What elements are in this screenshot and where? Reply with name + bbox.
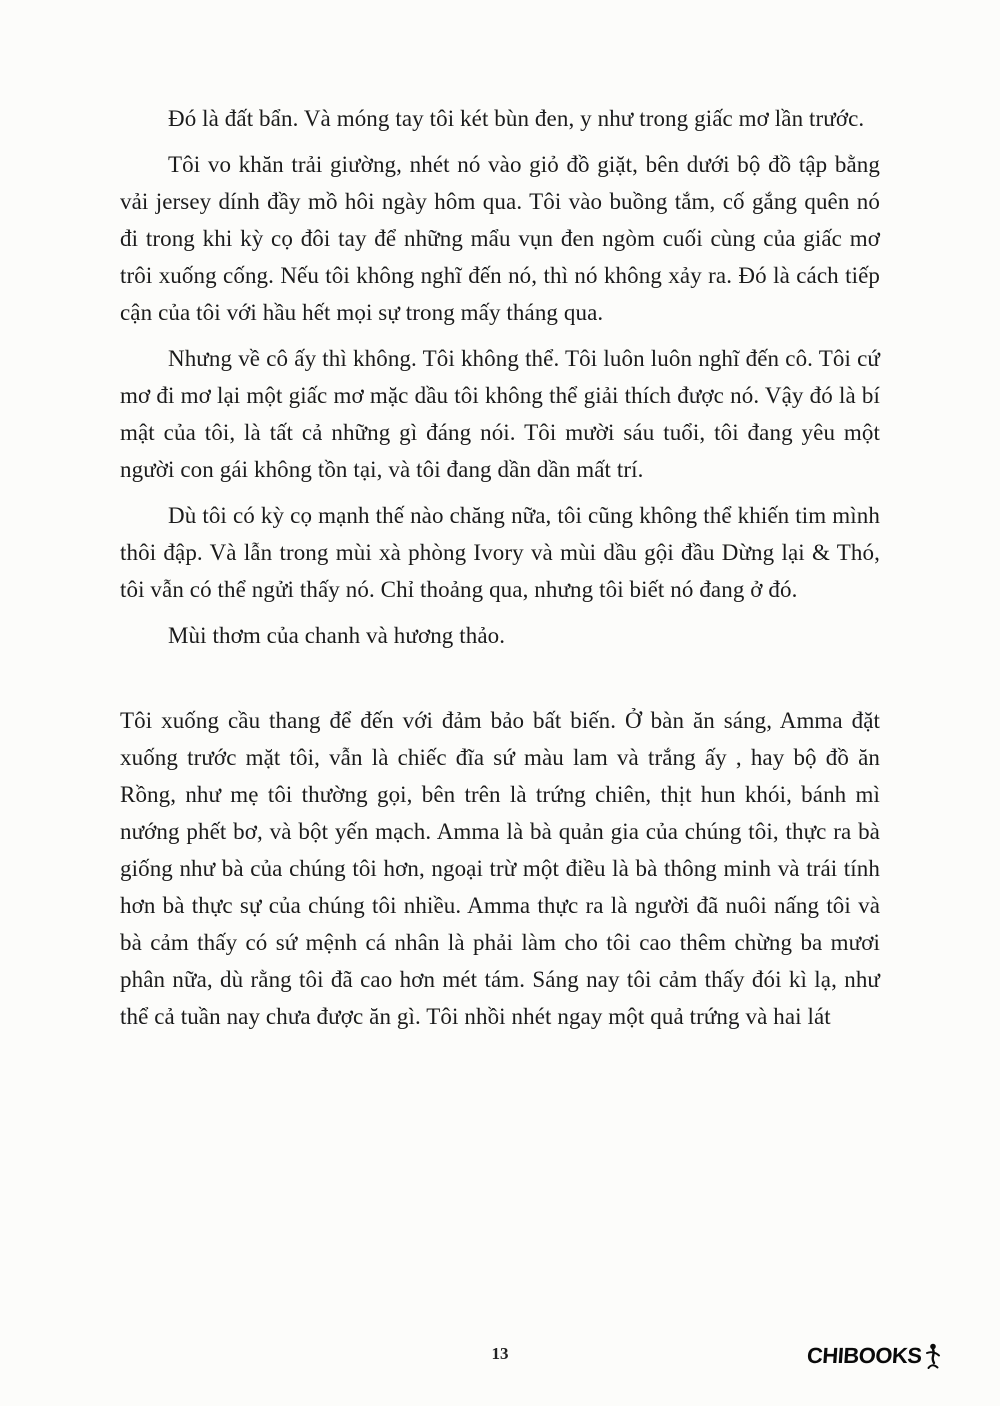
paragraph-6-section-start: Tôi xuống cầu thang để đến với đảm bảo bất biến. Ở bàn ăn sáng, Amma đặt xuống trước mặt tôi, vẫn là chiếc đĩa sứ màu lam và trắng ấy , hay bộ đồ ăn Rồng, như mẹ tôi thường gọi, bên trên là trứng chiên, thịt hun khói, bánh mì nướng phết bơ, và bột yến mạch. Amma là bà quản gia của chúng tôi, thực ra bà giống như bà của chúng tôi hơn, ngoại trừ một điều là bà thông minh và trái tính hơn bà thực sự của chúng tôi nhiều. Amma thực ra là người đã nuôi nấng tôi và bà cảm thấy có sứ mệnh cá nhân là phải làm cho tôi cao thêm chừng ba mươi phân nữa, dù rằng tôi đã cao hơn mét tám. Sáng nay tôi cảm thấy đói kì lạ, như thể cả tuần nay chưa được ăn gì. Tôi nhồi nhét ngay một quả trứng và hai lát (120, 708, 880, 1029)
page-footer (0, 1332, 1000, 1372)
paragraph-2: Tôi vo khăn trải giường, nhét nó vào giỏ đồ giặt, bên dưới bộ đồ tập bằng vải jersey dính đầy mồ hôi ngày hôm qua. Tôi vào buồng tắm, cố gắng quên nó đi trong khi kỳ cọ đôi tay để những mẩu vụn đen ngòm cuối cùng của giấc mơ trôi xuống cống. Nếu tôi không nghĩ đến nó, thì nó không xảy ra. Đó là cách tiếp cận của tôi với hầu hết mọi sự trong mấy tháng qua. (120, 152, 880, 325)
publisher-logo (807, 1342, 942, 1370)
paragraph-1: Đó là đất bẩn. Và móng tay tôi két bùn đen, y như trong giấc mơ lần trước. (168, 106, 865, 131)
chibooks-figure-icon (924, 1342, 942, 1370)
publisher-logo-text: CHIBOOKS (806, 1343, 923, 1368)
page-number: 13 (491, 1344, 509, 1363)
paragraph-5: Mùi thơm của chanh và hương thảo. (168, 623, 506, 648)
paragraph-3: Nhưng về cô ấy thì không. Tôi không thể. Tôi luôn luôn nghĩ đến cô. Tôi cứ mơ đi mơ lại một giấc mơ mặc dầu tôi không thể giải thích được nó. Vậy đó là bí mật của tôi, là tất cả những gì đáng nói. Tôi mười sáu tuổi, tôi đang yêu một người con gái không tồn tại, và tôi đang dần dần mất trí. (120, 346, 880, 482)
paragraph-4: Dù tôi có kỳ cọ mạnh thế nào chăng nữa, tôi cũng không thể khiến tim mình thôi đập. Và lẫn trong mùi xà phòng Ivory và mùi dầu gội đầu Dừng lại & Thó, tôi vẫn có thể ngửi thấy nó. Chỉ thoảng qua, nhưng tôi biết nó đang ở đó. (120, 503, 880, 602)
